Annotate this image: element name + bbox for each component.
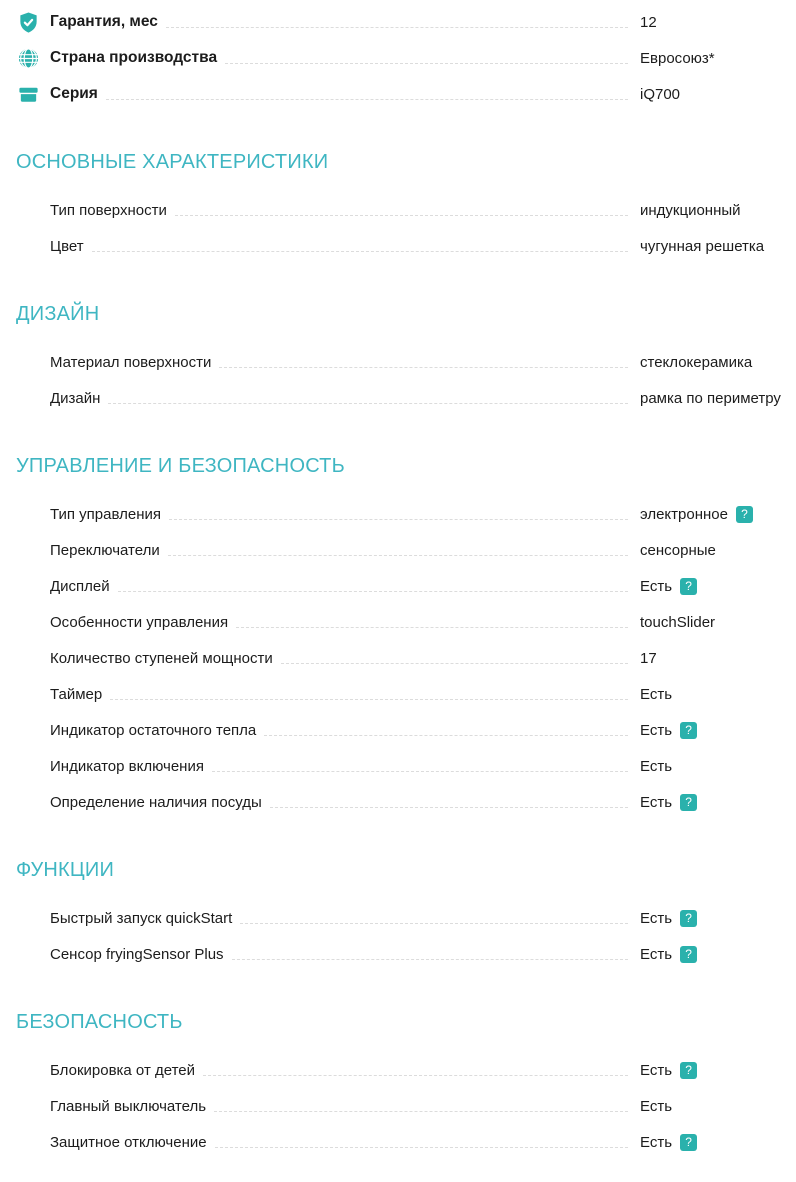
spec-row	[16, 380, 796, 416]
dotted-leader	[219, 367, 628, 368]
dotted-leader	[106, 99, 628, 100]
spec-label: Серия	[50, 85, 98, 103]
icon-slot	[16, 386, 40, 410]
help-icon[interactable]: ?	[680, 578, 697, 595]
spec-value-text: 12	[640, 13, 657, 31]
dotted-leader	[236, 627, 628, 628]
spec-row	[16, 1052, 796, 1088]
section-title: ДИЗАЙН	[16, 303, 100, 325]
spec-value-text: Есть	[640, 1061, 673, 1079]
spec-row	[16, 4, 796, 40]
spec-label: Защитное отключение	[50, 1133, 207, 1151]
dotted-leader	[225, 63, 628, 64]
section-title: УПРАВЛЕНИЕ И БЕЗОПАСНОСТЬ	[16, 455, 345, 477]
icon-slot	[16, 682, 40, 706]
icon-slot	[16, 790, 40, 814]
spec-label: Страна производства	[50, 49, 218, 67]
spec-row	[16, 228, 796, 264]
spec-value	[640, 687, 796, 702]
shield-check-icon	[17, 11, 40, 34]
dotted-leader	[169, 519, 628, 520]
icon-slot	[16, 198, 40, 222]
spec-label: Переключатели	[50, 541, 160, 559]
spec-label: Количество ступеней мощности	[50, 649, 273, 667]
spec-value-text: Есть	[640, 757, 673, 775]
series-box-icon	[17, 83, 40, 106]
spec-value	[640, 946, 796, 963]
spec-row	[16, 568, 796, 604]
spec-label: Определение наличия посуды	[50, 793, 262, 811]
spec-row	[16, 640, 796, 676]
spec-value	[640, 239, 796, 254]
spec-row	[16, 40, 796, 76]
spec-row	[16, 936, 796, 972]
icon-slot	[16, 610, 40, 634]
icon-slot	[16, 906, 40, 930]
spec-value-text: Есть	[640, 721, 673, 739]
section-title: ФУНКЦИИ	[16, 859, 115, 881]
dotted-leader	[203, 1075, 628, 1076]
top-specs	[16, 4, 796, 112]
icon-slot	[16, 942, 40, 966]
icon-slot	[16, 646, 40, 670]
spec-label: Главный выключатель	[50, 1097, 207, 1115]
dotted-leader	[264, 735, 628, 736]
spec-row	[16, 604, 796, 640]
dotted-leader	[240, 923, 628, 924]
icon-slot	[16, 10, 40, 34]
spec-value-text: Есть	[640, 793, 673, 811]
spec-row	[16, 344, 796, 380]
spec-row	[16, 712, 796, 748]
spec-row	[16, 192, 796, 228]
dotted-leader	[232, 959, 628, 960]
spec-value	[640, 87, 796, 102]
spec-label: Материал поверхности	[50, 353, 212, 371]
spec-section	[16, 150, 796, 264]
help-icon[interactable]: ?	[680, 722, 697, 739]
spec-value-text: Есть	[640, 1097, 673, 1115]
spec-value-text: Есть	[640, 577, 673, 595]
spec-label: Таймер	[50, 685, 103, 703]
spec-value-text: Есть	[640, 909, 673, 927]
icon-slot	[16, 350, 40, 374]
spec-row	[16, 784, 796, 820]
spec-label: Быстрый запуск quickStart	[50, 909, 233, 927]
help-icon[interactable]: ?	[736, 506, 753, 523]
help-icon[interactable]: ?	[680, 946, 697, 963]
icon-slot	[16, 718, 40, 742]
dotted-leader	[168, 555, 628, 556]
spec-value	[640, 910, 796, 927]
dotted-leader	[270, 807, 628, 808]
icon-slot	[16, 502, 40, 526]
spec-row	[16, 748, 796, 784]
dotted-leader	[166, 27, 628, 28]
spec-row	[16, 1088, 796, 1124]
spec-value	[640, 203, 796, 218]
help-icon[interactable]: ?	[680, 794, 697, 811]
spec-section	[16, 858, 796, 972]
dotted-leader	[281, 663, 628, 664]
spec-value	[640, 578, 796, 595]
icon-slot	[16, 574, 40, 598]
icon-slot	[16, 1094, 40, 1118]
dotted-leader	[212, 771, 628, 772]
spec-value	[640, 794, 796, 811]
section-rows	[16, 900, 796, 972]
spec-label: Сенсор fryingSensor Plus	[50, 945, 224, 963]
dotted-leader	[214, 1111, 628, 1112]
spec-value-text: рамка по периметру	[640, 389, 781, 407]
section-title: ОСНОВНЫЕ ХАРАКТЕРИСТИКИ	[16, 151, 329, 173]
spec-value	[640, 1099, 796, 1114]
spec-value	[640, 651, 796, 666]
dotted-leader	[175, 215, 628, 216]
spec-value	[640, 543, 796, 558]
icon-slot	[16, 46, 40, 70]
spec-label: Тип управления	[50, 505, 161, 523]
icon-slot	[16, 82, 40, 106]
help-icon[interactable]: ?	[680, 910, 697, 927]
section-rows	[16, 344, 796, 416]
icon-slot	[16, 538, 40, 562]
spec-value	[640, 391, 796, 406]
spec-value	[640, 15, 796, 30]
spec-sections	[16, 150, 796, 1160]
spec-row	[16, 76, 796, 112]
spec-row	[16, 676, 796, 712]
section-rows	[16, 1052, 796, 1160]
spec-value-text: touchSlider	[640, 613, 716, 631]
icon-slot	[16, 1058, 40, 1082]
dotted-leader	[108, 403, 628, 404]
spec-label: Цвет	[50, 237, 84, 255]
spec-value	[640, 355, 796, 370]
help-icon[interactable]: ?	[680, 1062, 697, 1079]
section-rows	[16, 496, 796, 820]
dotted-leader	[215, 1147, 628, 1148]
icon-slot	[16, 754, 40, 778]
spec-label: Особенности управления	[50, 613, 229, 631]
spec-label: Индикатор остаточного тепла	[50, 721, 257, 739]
spec-value-text: сенсорные	[640, 541, 716, 559]
spec-value	[640, 759, 796, 774]
spec-section	[16, 1010, 796, 1160]
spec-row	[16, 900, 796, 936]
section-title: БЕЗОПАСНОСТЬ	[16, 1011, 183, 1033]
spec-value	[640, 615, 796, 630]
spec-value	[640, 51, 796, 66]
spec-value	[640, 506, 796, 523]
spec-value-text: индукционный	[640, 201, 741, 219]
spec-value-text: Евросоюз*	[640, 49, 715, 67]
spec-value-text: Есть	[640, 1133, 673, 1151]
spec-value-text: электронное	[640, 505, 728, 523]
spec-section	[16, 454, 796, 820]
icon-slot	[16, 234, 40, 258]
spec-label: Гарантия, мес	[50, 13, 158, 31]
spec-value-text: 17	[640, 649, 657, 667]
spec-label: Блокировка от детей	[50, 1061, 196, 1079]
spec-value	[640, 722, 796, 739]
spec-value	[640, 1134, 796, 1151]
section-rows	[16, 192, 796, 264]
spec-row	[16, 1124, 796, 1160]
spec-row	[16, 496, 796, 532]
spec-row	[16, 532, 796, 568]
help-icon[interactable]: ?	[680, 1134, 697, 1151]
dotted-leader	[110, 699, 628, 700]
globe-icon	[17, 47, 40, 70]
spec-label: Дизайн	[50, 389, 101, 407]
spec-value-text: iQ700	[640, 85, 681, 103]
spec-value-text: Есть	[640, 685, 673, 703]
spec-label: Дисплей	[50, 577, 110, 595]
spec-value-text: стеклокерамика	[640, 353, 753, 371]
spec-value-text: Есть	[640, 945, 673, 963]
spec-label: Индикатор включения	[50, 757, 204, 775]
spec-section	[16, 302, 796, 416]
spec-value	[640, 1062, 796, 1079]
icon-slot	[16, 1130, 40, 1154]
spec-value-text: чугунная решетка	[640, 237, 765, 255]
dotted-leader	[118, 591, 628, 592]
dotted-leader	[92, 251, 628, 252]
spec-label: Тип поверхности	[50, 201, 167, 219]
